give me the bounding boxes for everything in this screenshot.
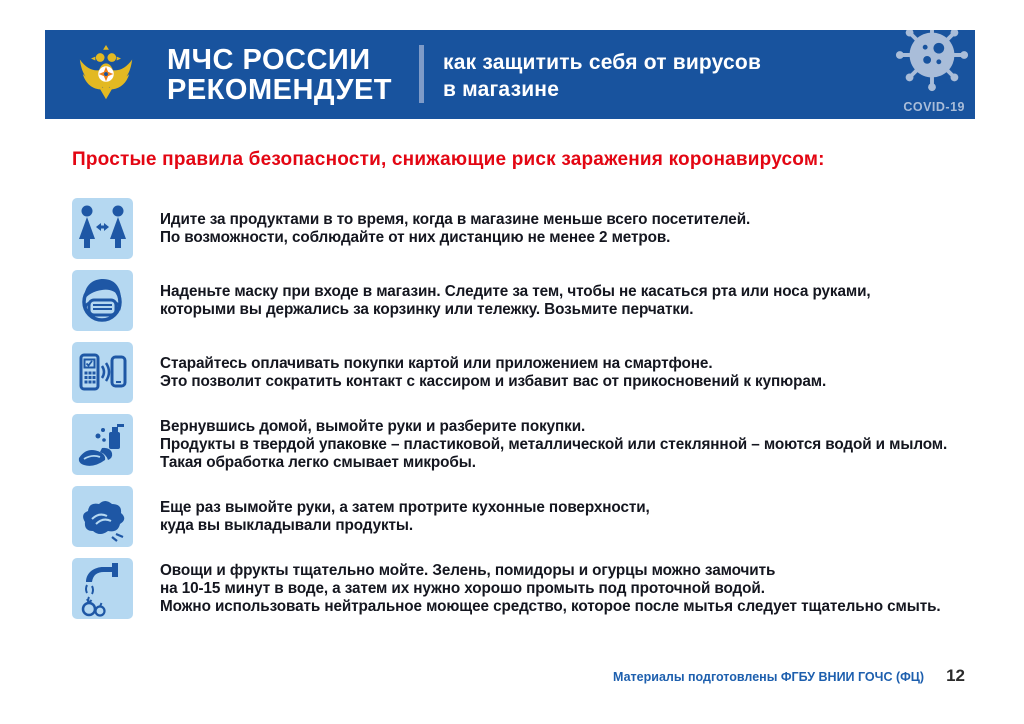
list-item <box>72 198 977 259</box>
rule-text: Старайтесь оплачивать покупки картой или приложением на смартфоне. Это позволит сократить контакт с кассиром и избавит вас от прикосновений к купюрам. <box>160 354 827 390</box>
covid-19-label: COVID-19 <box>903 100 965 114</box>
icon-tile <box>72 558 133 619</box>
page-number: 12 <box>946 666 965 685</box>
header-title-line2: РЕКОМЕНДУЕТ <box>167 74 392 106</box>
emercom-coat-of-arms-icon <box>75 43 137 105</box>
header-subtitle-line1: как защитить себя от вирусов <box>443 51 762 74</box>
wash-produce-icon <box>72 558 133 619</box>
rules-list <box>72 198 977 630</box>
wash-hands-icon <box>72 414 133 475</box>
face-mask-icon <box>72 270 133 331</box>
contactless-payment-icon <box>72 342 133 403</box>
social-distance-icon <box>72 198 133 259</box>
icon-tile <box>72 270 133 331</box>
header-subtitle <box>443 49 761 103</box>
header-banner <box>45 30 975 119</box>
header-title-line1: МЧС РОССИИ <box>167 44 371 76</box>
rule-text: Вернувшись домой, вымойте руки и разберите покупки. Продукты в твердой упаковке – пластиковой, металлической или стеклянной – моются водой и мылом. Такая обработка легко смывает микробы. <box>160 417 948 471</box>
rule-text: Идите за продуктами в то время, когда в магазине меньше всего посетителей. По возможности, соблюдайте от них дистанцию не менее 2 метров. <box>160 210 751 246</box>
list-item <box>72 558 977 619</box>
page-title: Простые правила безопасности, снижающие риск заражения коронавирусом: <box>72 149 825 170</box>
list-item <box>72 414 977 475</box>
list-item <box>72 486 977 547</box>
footer-credit: Материалы подготовлены ФГБУ ВНИИ ГОЧС (ФЦ) <box>613 670 925 684</box>
list-item <box>72 270 977 331</box>
header-title <box>167 45 392 105</box>
header-divider <box>419 45 424 103</box>
footer <box>613 666 965 686</box>
rule-text: Еще раз вымойте руки, а затем протрите кухонные поверхности, куда вы выкладывали продукты. <box>160 498 650 534</box>
icon-tile <box>72 342 133 403</box>
rule-text: Овощи и фрукты тщательно мойте. Зелень, помидоры и огурцы можно замочить на 10-15 минут в воде, а затем их нужно хорошо промыть под проточной водой. Можно использовать нейтральное моющее средство, которое после мытья следует тщательно смыть. <box>160 561 941 615</box>
coronavirus-icon <box>893 30 971 94</box>
icon-tile <box>72 198 133 259</box>
icon-tile <box>72 414 133 475</box>
list-item <box>72 342 977 403</box>
icon-tile <box>72 486 133 547</box>
wipe-surface-icon <box>72 486 133 547</box>
rule-text: Наденьте маску при входе в магазин. Следите за тем, чтобы не касаться рта или носа руками, которыми вы держались за корзинку или тележку. Возьмите перчатки. <box>160 282 871 318</box>
header-subtitle-line2: в магазине <box>443 78 560 101</box>
